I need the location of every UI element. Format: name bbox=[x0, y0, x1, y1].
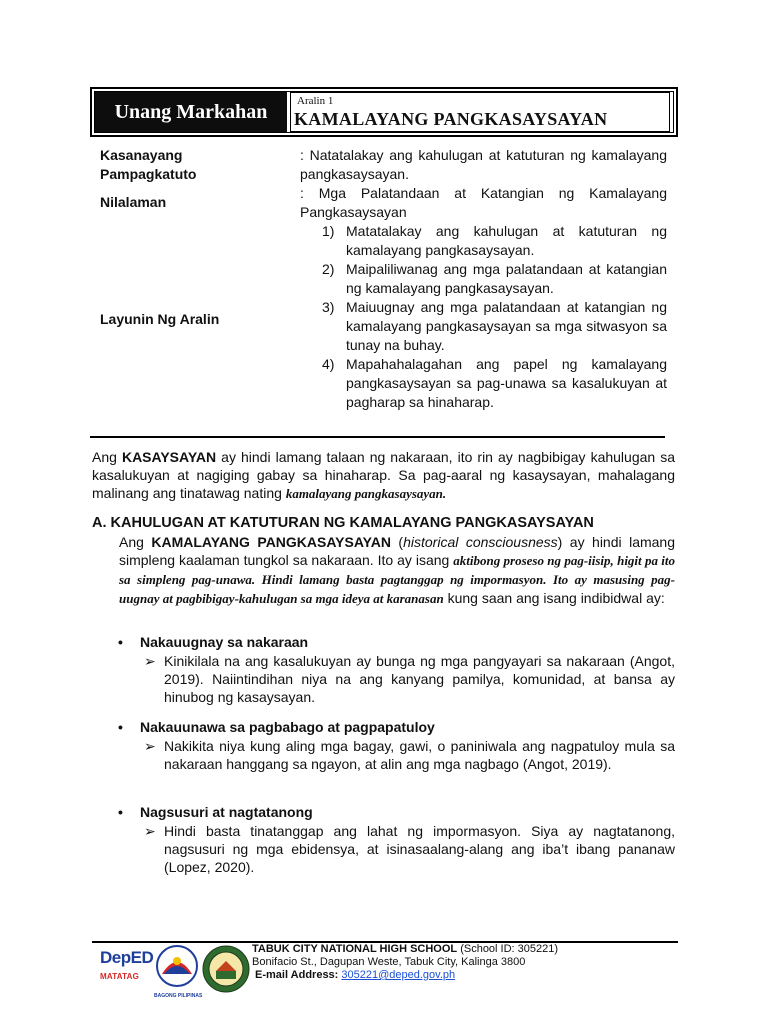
sa-english-term: historical consciousness bbox=[403, 534, 558, 550]
sa-text-3: ( bbox=[390, 534, 404, 550]
bullet-heading: • Nagsusuri at nagtatanong bbox=[118, 804, 313, 820]
list-item bbox=[322, 260, 667, 298]
sa-emphasis: aktibong proseso ng pag-iisip, higit pa ito sa simpleng pag-unawa. Hindi lamang basta pagtanggap ng impormasyon. Ito ay masusing pag-uugnay at pagbibigay-kahulugan sa mga ideya at karanasan bbox=[119, 553, 675, 606]
arrow-bullet-icon: ➢ bbox=[144, 823, 156, 839]
kasanayan-label-line2: Pampagkatuto bbox=[100, 166, 197, 182]
bagong-pilipinas-text: BAGONG PILIPINAS bbox=[154, 993, 203, 999]
intro-text-a: Ang bbox=[92, 449, 122, 465]
school-seal-icon bbox=[202, 945, 250, 993]
intro-paragraph bbox=[92, 448, 675, 503]
list-item bbox=[322, 222, 667, 260]
list-number: 3) bbox=[322, 299, 335, 315]
deped-logo bbox=[100, 948, 154, 994]
list-item bbox=[322, 355, 667, 412]
bullet-text: Hindi basta tinatanggap ang lahat ng impormasyon. Siya ay nagtatanong, nagsusuri ng mga ebidensya, at isinasaalang-alang ang iba’t ibang pananaw (Lopez, 2020). bbox=[164, 823, 675, 875]
nilalaman-label: Nilalaman bbox=[100, 194, 167, 210]
list-number: 2) bbox=[322, 261, 335, 277]
sa-text-5: ) ay hindi lamang simpleng kaalaman tungkol sa nakaraan. Ito ay isang bbox=[119, 534, 675, 568]
layunin-label: Layunin Ng Aralin bbox=[100, 311, 220, 327]
school-name: TABUK CITY NATIONAL HIGH SCHOOL bbox=[252, 943, 458, 955]
section-a-paragraph bbox=[119, 533, 675, 608]
lesson-title: KAMALAYANG PANGKASAYSAYAN bbox=[294, 109, 608, 129]
list-item bbox=[322, 298, 667, 355]
kasanayan-label-line1: Kasanayang bbox=[100, 147, 183, 163]
intro-text-c: ay hindi lamang talaan ng nakaraan, ito rin ay nagbibigay kahulugan sa kasalukuyan at nagiging gabay sa hinaharap. Sa pag-aaral ng kasaysayan, mahalagang malinang ang tinatawag nating bbox=[92, 449, 675, 501]
bullet-text: Kinikilala na ang kasalukuyan ay bunga ng mga pangyayari sa nakaraan (Angot, 2019). Naiintindihan niya na ang kanyang pamilya, komunidad, at bansa ay hinubog ng kasaysayan. bbox=[164, 653, 675, 705]
list-text: Mapahahalagahan ang papel ng kamalayang pangkasaysayan sa pag-unawa sa kasalukuyan at pagharap sa hinaharap. bbox=[346, 356, 667, 410]
bullet-title: Nakauunawa sa pagbabago at pagpapatuloy bbox=[140, 719, 435, 735]
section-a-title: A. KAHULUGAN AT KATUTURAN NG KAMALAYANG PANGKASAYSAYAN bbox=[92, 515, 594, 531]
bullet-title: Nagsusuri at nagtatanong bbox=[140, 804, 313, 820]
bagong-pilipinas-seal-icon bbox=[154, 944, 200, 988]
intro-emphasis: kamalayang pangkasaysayan. bbox=[285, 486, 447, 501]
email-link[interactable]: 305221@deped.gov.ph bbox=[341, 969, 456, 981]
arrow-bullet-icon: ➢ bbox=[144, 653, 156, 669]
list-number: 4) bbox=[322, 356, 335, 372]
quarter-label: Unang Markahan bbox=[95, 92, 287, 132]
intro-keyword: KASAYSAYAN bbox=[121, 449, 217, 465]
kasanayan-label bbox=[100, 146, 196, 184]
layunin-list bbox=[322, 222, 667, 412]
list-text: Matatalakay ang kahulugan at katuturan ng kamalayang pangkasaysayan. bbox=[346, 223, 667, 258]
bullet-detail bbox=[144, 737, 675, 773]
bullet-heading: • Nakauunawa sa pagbabago at pagpapatuloy bbox=[118, 719, 435, 735]
bagong-pilipinas-logo bbox=[154, 944, 203, 999]
sa-text-1: Ang bbox=[119, 534, 152, 550]
bullet-heading: • Nakauugnay sa nakaraan bbox=[118, 634, 309, 650]
kasanayan-text: : Natatalakay ang kahulugan at katuturan ng kamalayang pangkasaysayan. bbox=[300, 147, 667, 182]
sa-keyword: KAMALAYANG PANGKASAYSAYAN bbox=[151, 534, 391, 550]
lesson-number: Aralin 1 bbox=[297, 95, 334, 107]
school-seal bbox=[202, 945, 250, 993]
bullet-detail bbox=[144, 822, 675, 876]
bullet-title: Nakauugnay sa nakaraan bbox=[140, 634, 309, 650]
nilalaman-text: : Mga Palatandaan at Katangian ng Kamalayang Pangkasaysayan bbox=[300, 185, 667, 220]
bullet-detail bbox=[144, 652, 675, 706]
section-divider bbox=[90, 436, 665, 438]
footer-email-line bbox=[255, 969, 455, 982]
deped-logo-subtext: MATATAG bbox=[100, 972, 140, 981]
arrow-bullet-icon: ➢ bbox=[144, 738, 156, 754]
email-label: E-mail Address: bbox=[255, 969, 342, 981]
footer-school-line bbox=[252, 943, 558, 956]
deped-logo-text: DepED bbox=[100, 948, 154, 967]
list-number: 1) bbox=[322, 223, 335, 239]
bullet-text: Nakikita niya kung aling mga bagay, gawi, o paniniwala ang nagpatuloy mula sa nakaraan hanggang sa ngayon, at alin ang mga nagbago (Angot, 2019). bbox=[164, 738, 675, 772]
footer-address: Bonifacio St., Dagupan Weste, Tabuk City, Kalinga 3800 bbox=[252, 956, 526, 968]
list-text: Maiuugnay ang mga palatandaan at katangian ng kamalayang pangkasaysayan sa mga sitwasyon sa tunay na buhay. bbox=[346, 299, 667, 353]
sa-text-7: kung saan ang isang indibidwal ay: bbox=[443, 590, 665, 606]
list-text: Maipaliliwanag ang mga palatandaan at katangian ng kamalayang pangkasaysayan. bbox=[346, 261, 667, 296]
school-id: (School ID: 305221) bbox=[457, 943, 559, 955]
